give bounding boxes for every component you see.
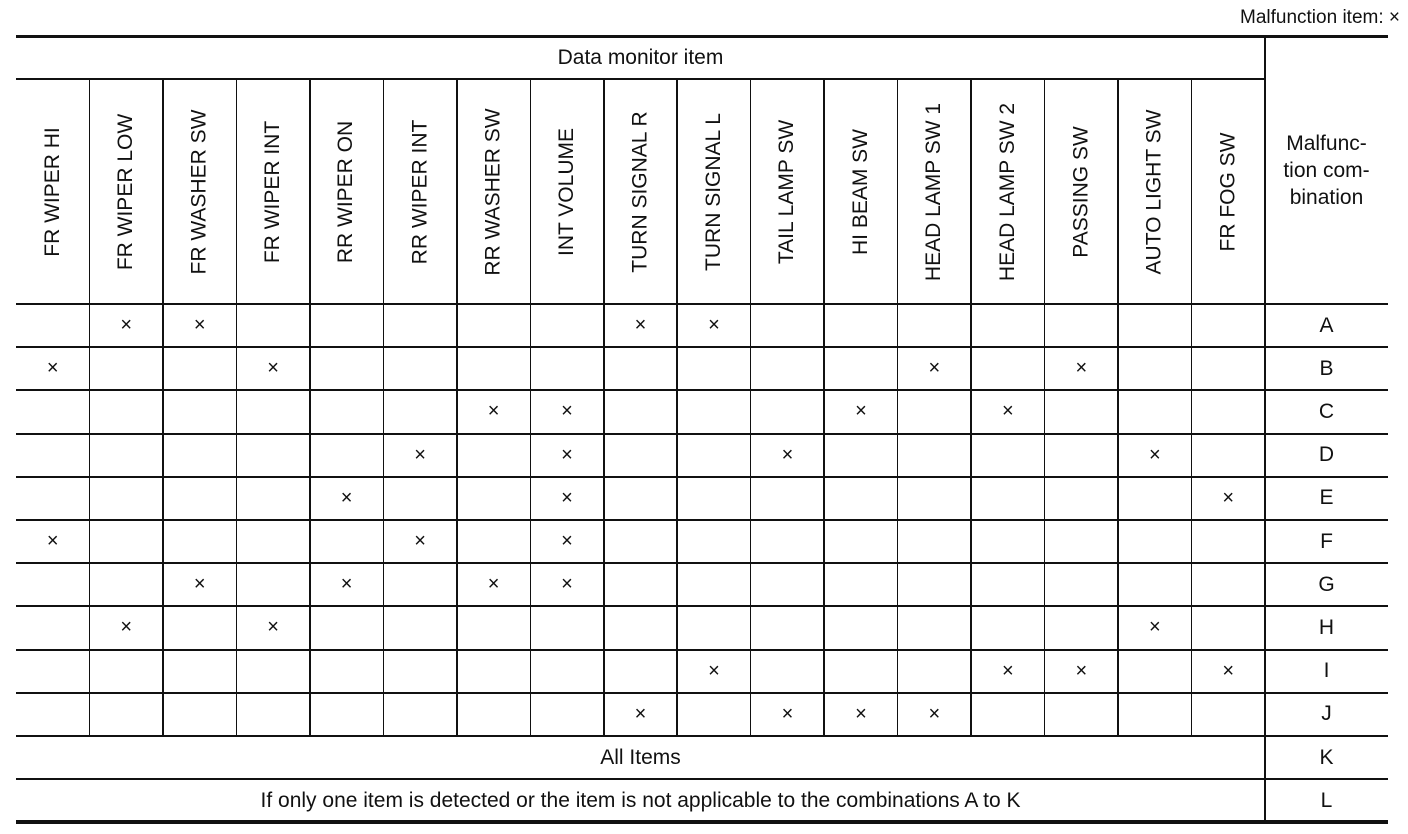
- column-header-label: AUTO LIGHT SW: [1142, 109, 1166, 274]
- malfunction-mark: ×: [1002, 659, 1014, 682]
- malfunction-mark: ×: [1222, 659, 1235, 682]
- malfunction-mark: ×: [487, 573, 500, 596]
- column-header: [89, 79, 162, 304]
- table-rule: [750, 79, 752, 736]
- column-header-label: FR FOG SW: [1216, 132, 1240, 251]
- malfunction-mark: ×: [120, 616, 133, 639]
- table-rule: [16, 820, 1388, 824]
- table-rule: [530, 79, 532, 736]
- table-rule: [16, 692, 1388, 694]
- malfunction-mark: ×: [340, 573, 353, 596]
- malfunction-mark: ×: [46, 357, 59, 380]
- combination-header: Malfunc- tion com- bination: [1283, 131, 1370, 209]
- column-header: [16, 79, 89, 304]
- combination-label: D: [1318, 443, 1335, 467]
- combination-label: H: [1318, 615, 1335, 639]
- table-rule: [16, 649, 1388, 651]
- column-header: [457, 79, 530, 304]
- column-header-label: RR WIPER INT: [408, 119, 432, 264]
- table-rule: [16, 433, 1388, 435]
- malfunction-mark: ×: [1148, 443, 1161, 466]
- malfunction-mark: ×: [634, 702, 647, 725]
- table-rule: [16, 735, 1388, 737]
- table-rule: [383, 79, 385, 736]
- malfunction-mark: ×: [1075, 659, 1088, 682]
- malfunction-mark: ×: [267, 357, 279, 380]
- column-header: [751, 79, 824, 304]
- table-rule: [456, 79, 458, 736]
- malfunction-mark: ×: [634, 314, 647, 337]
- combination-label: L: [1320, 788, 1333, 812]
- column-header-label: FR WIPER LOW: [114, 113, 138, 270]
- table-rule: [16, 519, 1388, 521]
- footer-text: If only one item is detected or the item is not applicable to the combinations A to K: [260, 788, 1021, 812]
- combination-label: J: [1321, 702, 1332, 726]
- malfunction-mark: ×: [487, 400, 500, 423]
- combination-label: K: [1319, 745, 1334, 769]
- malfunction-mark: ×: [561, 530, 573, 553]
- table-rule: [1264, 36, 1266, 822]
- column-header-label: HEAD LAMP SW 2: [995, 102, 1019, 281]
- column-header-label: PASSING SW: [1069, 125, 1093, 258]
- malfunction-mark: ×: [1222, 486, 1235, 509]
- table-rule: [16, 476, 1388, 478]
- table-rule: [16, 605, 1388, 607]
- column-header: [1045, 79, 1118, 304]
- column-header: [383, 79, 456, 304]
- combination-label: F: [1320, 529, 1333, 553]
- column-header: [898, 79, 971, 304]
- table-rule: [823, 79, 825, 736]
- column-header: [971, 79, 1044, 304]
- malfunction-mark: ×: [1075, 357, 1088, 380]
- malfunction-legend: Malfunction item: ×: [1240, 7, 1400, 28]
- table-rule: [1117, 79, 1119, 736]
- malfunction-mark: ×: [120, 314, 133, 337]
- column-header-label: RR WIPER ON: [334, 120, 358, 263]
- column-header: [310, 79, 383, 304]
- table-rule: [676, 79, 678, 736]
- malfunction-mark: ×: [561, 443, 573, 466]
- malfunction-mark: ×: [781, 443, 794, 466]
- column-header: [236, 79, 309, 304]
- column-header: [604, 79, 677, 304]
- table-rule: [89, 79, 91, 736]
- column-header: [530, 79, 603, 304]
- malfunction-mark: ×: [561, 486, 573, 509]
- malfunction-mark: ×: [708, 659, 720, 682]
- column-header-label: FR WASHER SW: [187, 109, 211, 274]
- malfunction-mark: ×: [781, 702, 794, 725]
- column-header-label: FR WIPER HI: [40, 126, 64, 257]
- malfunction-mark: ×: [46, 530, 59, 553]
- malfunction-mark: ×: [193, 314, 206, 337]
- column-header: [1192, 79, 1265, 304]
- column-header: [163, 79, 236, 304]
- table-rule: [236, 79, 238, 736]
- malfunction-mark: ×: [1002, 400, 1014, 423]
- malfunction-mark: ×: [267, 616, 279, 639]
- malfunction-mark: ×: [1148, 616, 1161, 639]
- column-header-label: HEAD LAMP SW 1: [922, 102, 946, 281]
- malfunction-mark: ×: [928, 357, 941, 380]
- column-header: [677, 79, 750, 304]
- table-rule: [603, 79, 605, 736]
- table-rule: [1044, 79, 1046, 736]
- table-rule: [16, 303, 1388, 305]
- table-rule: [16, 778, 1388, 780]
- table-rule: [16, 346, 1388, 348]
- combination-label: E: [1319, 486, 1334, 510]
- column-header-label: TAIL LAMP SW: [775, 119, 799, 264]
- column-header-label: HI BEAM SW: [848, 128, 872, 255]
- malfunction-mark: ×: [708, 314, 720, 337]
- combination-label: I: [1323, 659, 1330, 683]
- table-rule: [16, 78, 1265, 80]
- malfunction-mark: ×: [561, 573, 573, 596]
- table-rule: [16, 35, 1388, 38]
- table-rule: [16, 389, 1388, 391]
- combination-label: C: [1318, 399, 1335, 423]
- combination-label: A: [1319, 313, 1334, 337]
- footer-text: All Items: [600, 745, 681, 769]
- malfunction-mark: ×: [855, 400, 867, 423]
- malfunction-mark: ×: [561, 400, 573, 423]
- column-header: [1118, 79, 1191, 304]
- malfunction-mark: ×: [928, 702, 941, 725]
- data-monitor-header: Data monitor item: [557, 45, 724, 69]
- table-rule: [1191, 79, 1193, 736]
- column-header-label: FR WIPER INT: [261, 120, 285, 263]
- malfunction-mark: ×: [855, 702, 867, 725]
- column-header-label: TURN SIGNAL R: [628, 110, 652, 273]
- malfunction-mark: ×: [193, 573, 206, 596]
- combination-label: G: [1318, 572, 1335, 596]
- malfunction-mark: ×: [340, 486, 353, 509]
- column-header-label: TURN SIGNAL L: [701, 112, 725, 271]
- combination-label: B: [1319, 356, 1334, 380]
- table-rule: [897, 79, 899, 736]
- table-rule: [16, 562, 1388, 564]
- column-header: [824, 79, 897, 304]
- table-rule: [970, 79, 972, 736]
- column-header-label: INT VOLUME: [555, 127, 579, 256]
- malfunction-mark: ×: [414, 530, 426, 553]
- malfunction-mark: ×: [414, 443, 426, 466]
- table-rule: [162, 79, 164, 736]
- table-rule: [309, 79, 311, 736]
- column-header-label: RR WASHER SW: [481, 107, 505, 276]
